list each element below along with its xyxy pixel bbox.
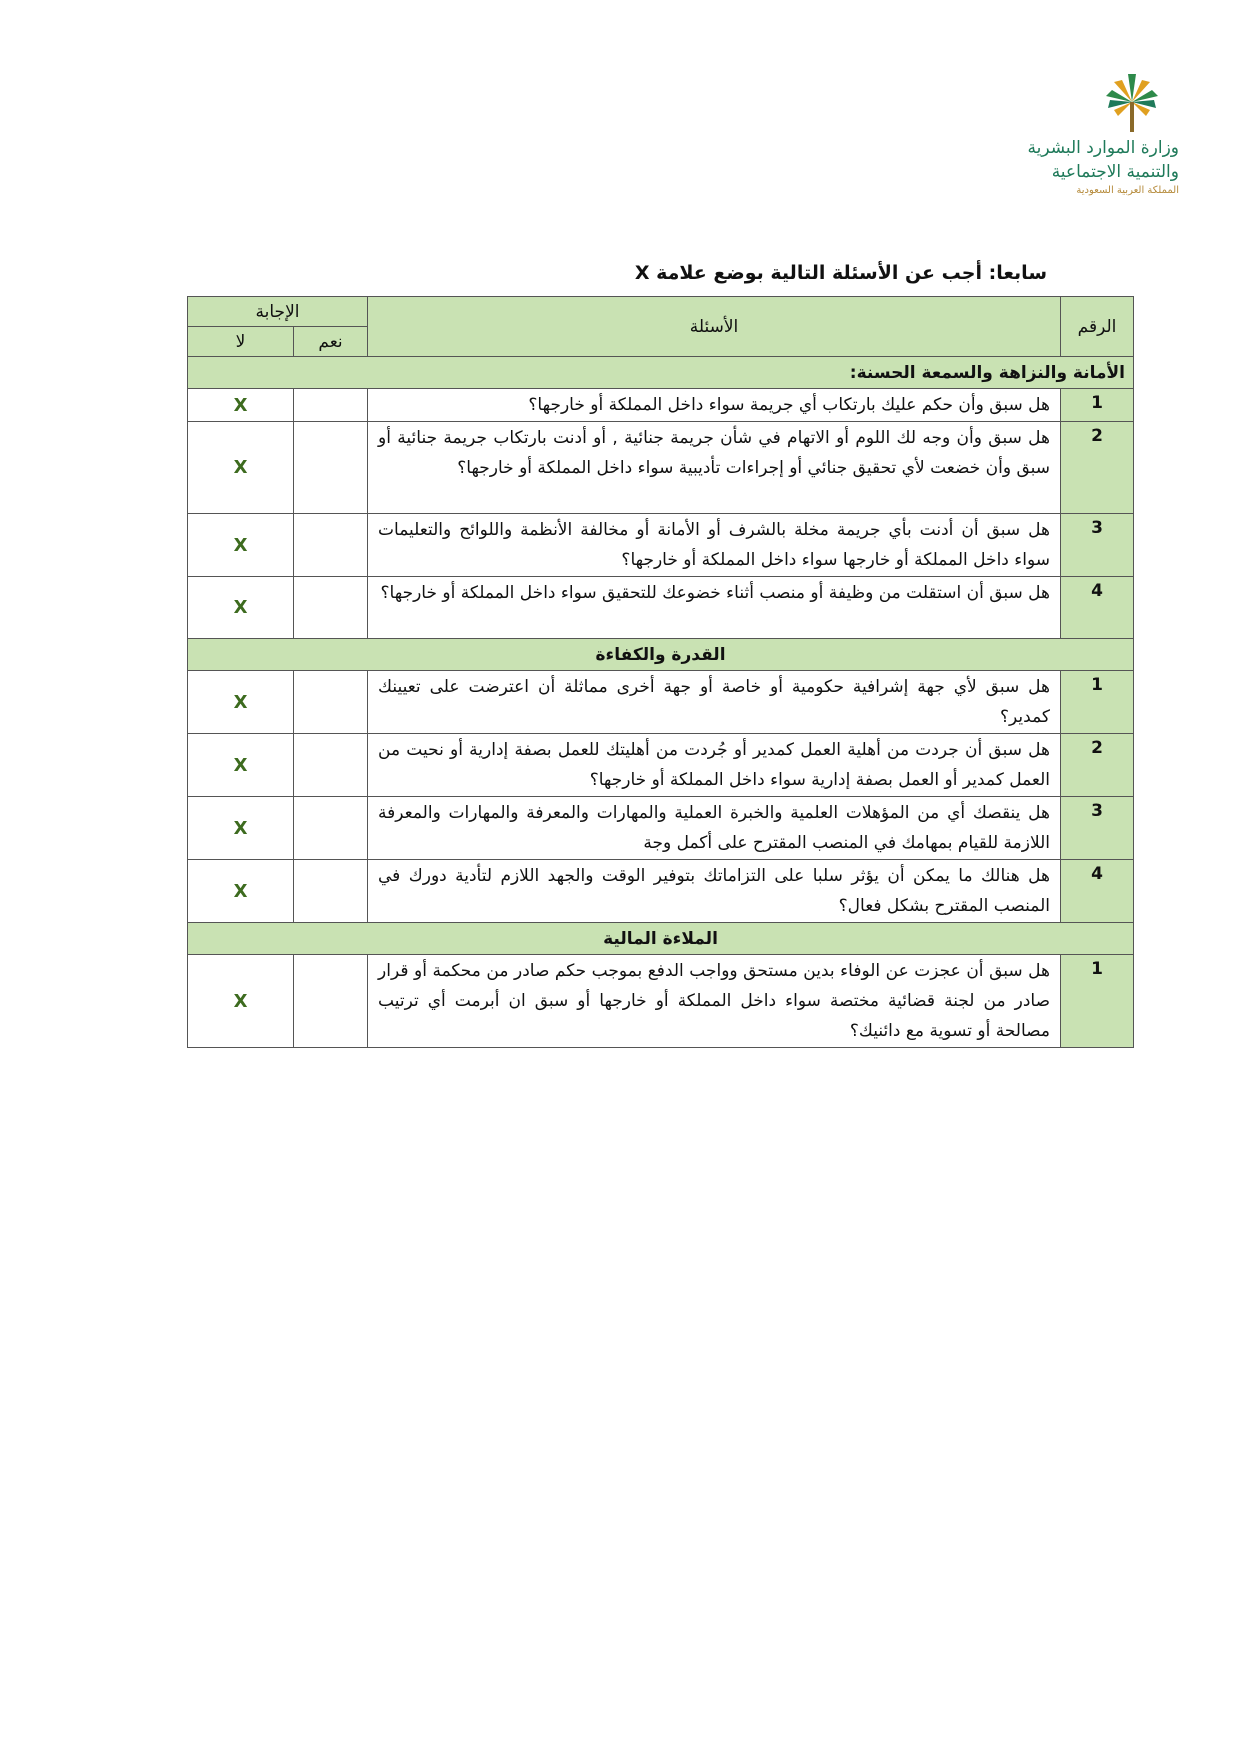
header-yes: نعم (294, 327, 368, 357)
question-text: هل سبق وأن وجه لك اللوم أو الاتهام في شأن جريمة جنائية , أو أدنت بارتكاب جريمة جنائية أو سبق وأن خضعت لأي تحقيق جنائي أو إجراءات تأديبية سواء داخل المملكة أو خارجها؟ (368, 422, 1061, 514)
answer-yes-cell[interactable] (294, 671, 368, 734)
logo-line-2: والتنمية الاجتماعية (1051, 162, 1179, 182)
table-row (188, 797, 1134, 860)
section-row-competence (188, 639, 1134, 671)
palm-tree-icon (1099, 70, 1165, 136)
answer-yes-cell[interactable] (294, 734, 368, 797)
answer-no-cell[interactable]: X (188, 955, 294, 1048)
answer-yes-cell[interactable] (294, 577, 368, 639)
answer-yes-cell[interactable] (294, 797, 368, 860)
table-row (188, 422, 1134, 514)
logo-line-3: المملكة العربية السعودية (1076, 185, 1179, 196)
section-title-financial: الملاءة المالية (188, 923, 1134, 955)
section-title-integrity: الأمانة والنزاهة والسمعة الحسنة: (188, 357, 1134, 389)
answer-yes-cell[interactable] (294, 389, 368, 422)
answer-no-cell[interactable]: X (188, 514, 294, 577)
answer-yes-cell[interactable] (294, 422, 368, 514)
row-number: 1 (1061, 955, 1134, 1048)
section-row-integrity (188, 357, 1134, 389)
answer-yes-cell[interactable] (294, 860, 368, 923)
table-row (188, 734, 1134, 797)
logo-line-1: وزارة الموارد البشرية (1027, 138, 1179, 158)
table-row (188, 955, 1134, 1048)
question-text: هل ينقصك أي من المؤهلات العلمية والخبرة العملية والمهارات والمعرفة والمهارات والمعرفة اللازمة للقيام بمهامك في المنصب المقترح على أكمل وجة (368, 797, 1061, 860)
answer-no-cell[interactable]: X (188, 797, 294, 860)
table-row (188, 860, 1134, 923)
answer-no-cell[interactable]: X (188, 860, 294, 923)
header-number: الرقم (1061, 297, 1134, 357)
row-number: 2 (1061, 734, 1134, 797)
questions-table (187, 296, 1134, 1048)
row-number: 1 (1061, 671, 1134, 734)
question-text: هل هنالك ما يمكن أن يؤثر سلبا على التزاماتك بتوفير الوقت والجهد اللازم لتأدية دورك في المنصب المقترح بشكل فعال؟ (368, 860, 1061, 923)
row-number: 2 (1061, 422, 1134, 514)
row-number: 3 (1061, 514, 1134, 577)
table-row (188, 577, 1134, 639)
answer-no-cell[interactable]: X (188, 422, 294, 514)
row-number: 3 (1061, 797, 1134, 860)
row-number: 4 (1061, 577, 1134, 639)
table-row (188, 671, 1134, 734)
question-text: هل سبق أن عجزت عن الوفاء بدين مستحق وواجب الدفع بموجب حكم صادر من محكمة أو قرار صادر من لجنة قضائية مختصة سواء داخل المملكة أو خارجها أو سبق ان أبرمت أي ترتيب مصالحة أو تسوية مع دائنيك؟ (368, 955, 1061, 1048)
header-no: لا (188, 327, 294, 357)
question-text: هل سبق وأن حكم عليك بارتكاب أي جريمة سواء داخل المملكة أو خارجها؟ (368, 389, 1061, 422)
answer-yes-cell[interactable] (294, 514, 368, 577)
question-text: هل سبق أن جردت من أهلية العمل كمدير أو جُردت من أهليتك للعمل بصفة إدارية أو نحيت من العمل كمدير أو العمل بصفة إدارية سواء داخل المملكة أو خارجها؟ (368, 734, 1061, 797)
answer-no-cell[interactable]: X (188, 671, 294, 734)
row-number: 1 (1061, 389, 1134, 422)
table-row (188, 514, 1134, 577)
header-questions: الأسئلة (368, 297, 1061, 357)
answer-yes-cell[interactable] (294, 955, 368, 1048)
section-row-financial (188, 923, 1134, 955)
section-title: سابعا: أجب عن الأسئلة التالية بوضع علامة X (634, 262, 1047, 284)
question-text: هل سبق أن استقلت من وظيفة أو منصب أثناء خضوعك للتحقيق سواء داخل المملكة أو خارجها؟ (368, 577, 1061, 639)
row-number: 4 (1061, 860, 1134, 923)
answer-no-cell[interactable]: X (188, 734, 294, 797)
question-text: هل سبق لأي جهة إشرافية حكومية أو خاصة أو جهة أخرى مماثلة أن اعترضت على تعيينك كمدير؟ (368, 671, 1061, 734)
answer-no-cell[interactable]: X (188, 389, 294, 422)
table-row (188, 389, 1134, 422)
section-title-competence: القدرة والكفاءة (188, 639, 1134, 671)
question-text: هل سبق أن أدنت بأي جريمة مخلة بالشرف أو الأمانة أو مخالفة الأنظمة واللوائح والتعليمات سواء داخل المملكة أو خارجها سواء داخل المملكة أو خارجها؟ (368, 514, 1061, 577)
header-answer: الإجابة (188, 297, 368, 327)
answer-no-cell[interactable]: X (188, 577, 294, 639)
